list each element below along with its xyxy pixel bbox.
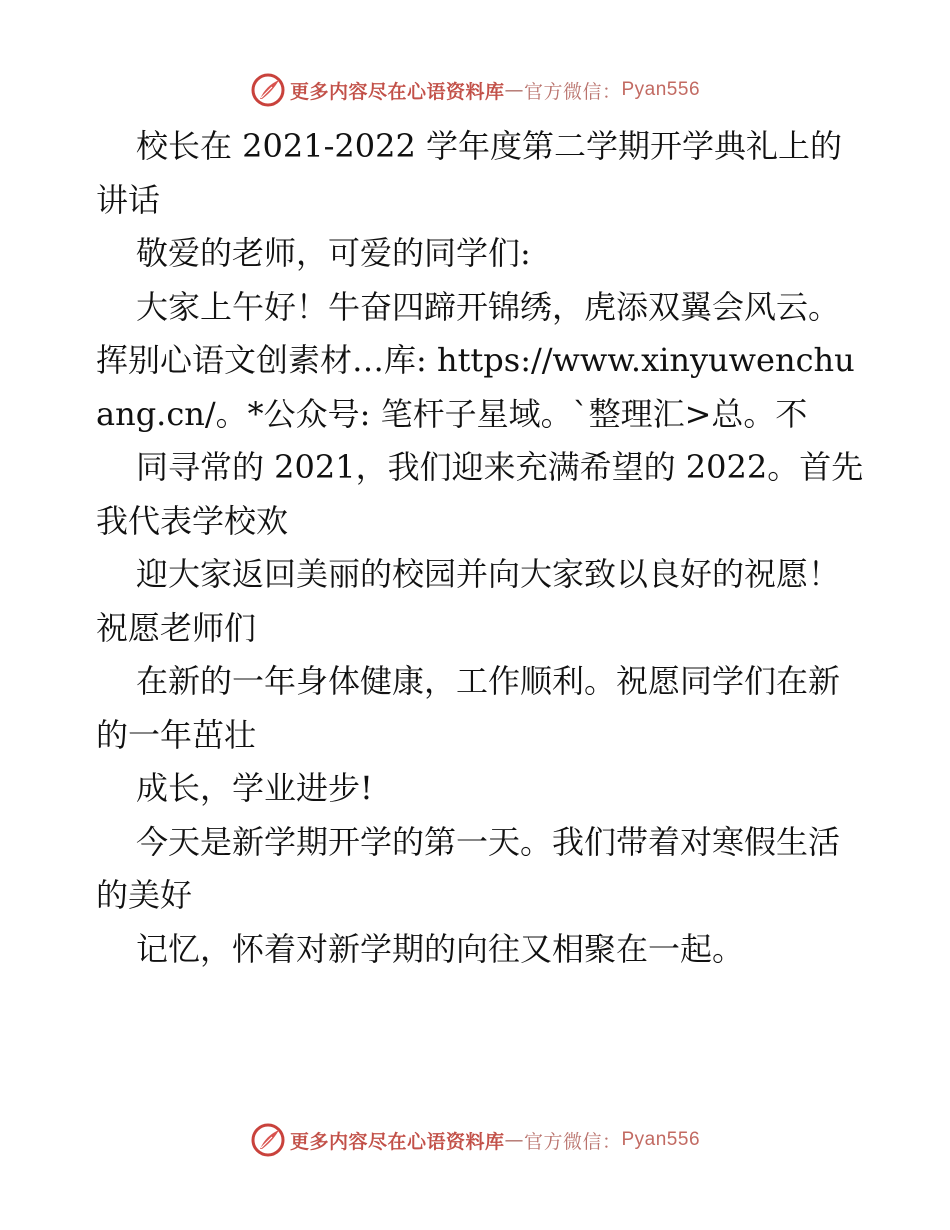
- paragraph: 记忆，怀着对新学期的向往又相聚在一起。: [136, 929, 745, 968]
- watermark-separator: —: [504, 1129, 524, 1151]
- header-watermark: [0, 70, 950, 110]
- paragraph: 在新的一年身体健康，工作顺利。祝愿同学们在新的一年茁壮: [96, 662, 841, 754]
- watermark-main-text: 更多内容尽在心语资料库: [289, 80, 505, 103]
- paragraph-title: 校长在 2021-2022 学年度第二学期开学典礼上的讲话: [96, 127, 843, 219]
- paragraph: 迎大家返回美丽的校园并向大家致以良好的祝愿！祝愿老师们: [96, 555, 841, 647]
- paragraph: 成长，学业进步!: [136, 769, 373, 807]
- watermark-separator: —: [504, 79, 524, 101]
- paragraph-greeting: 敬爱的老师，可爱的同学们:: [136, 234, 531, 272]
- document-body: [96, 120, 866, 976]
- watermark-id: Pyan556: [621, 1129, 701, 1150]
- paragraph: 今天是新学期开学的第一天。我们带着对寒假生活的美好: [96, 822, 841, 914]
- paragraph: 同寻常的 2021，我们迎来充满希望的 2022。首先我代表学校欢: [96, 448, 864, 540]
- feather-pen-logo-icon: [250, 1122, 286, 1158]
- watermark-prefix: 官方微信：: [523, 80, 622, 103]
- paragraph: 大家上午好！牛奋四蹄开锦绣，虎添双翼会风云。挥别心语文创素材…库: https://www.xinyuwenchuang.cn/。*公众号: 笔杆子星域。`整理汇>总。不: [96, 287, 855, 433]
- footer-watermark: [0, 1120, 950, 1160]
- watermark-prefix: 官方微信：: [523, 1130, 622, 1153]
- feather-pen-logo-icon: [250, 72, 286, 108]
- watermark-id: Pyan556: [621, 79, 701, 100]
- watermark-main-text: 更多内容尽在心语资料库: [289, 1130, 505, 1153]
